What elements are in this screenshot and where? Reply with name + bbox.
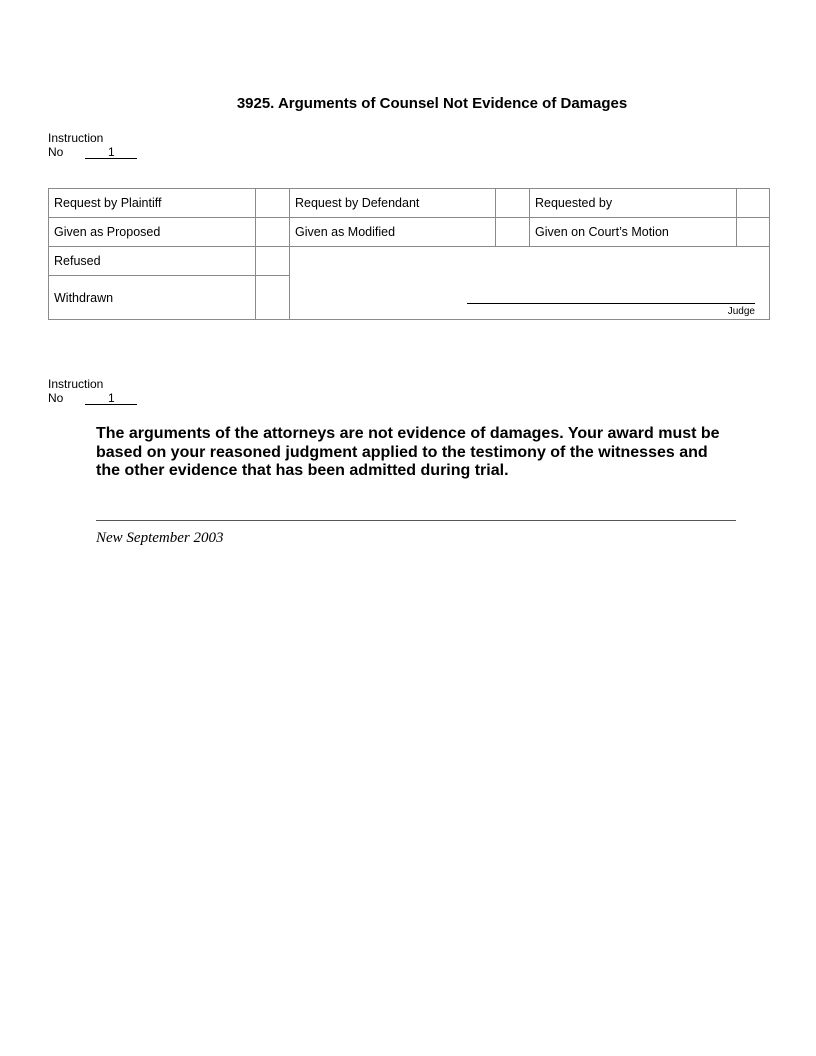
judge-label: Judge bbox=[727, 306, 755, 317]
revision-note: New September 2003 bbox=[96, 530, 224, 546]
instruction-no-value: 1 bbox=[85, 146, 137, 159]
instruction-no-value: 1 bbox=[85, 392, 137, 405]
page-title: 3925. Arguments of Counsel Not Evidence of Damages bbox=[236, 95, 628, 112]
given-as-proposed-label: Given as Proposed bbox=[49, 218, 256, 247]
request-by-defendant-label: Request by Defendant bbox=[290, 189, 496, 218]
no-label: No bbox=[48, 391, 64, 405]
instruction-number-bottom bbox=[48, 377, 137, 405]
instruction-label: Instruction bbox=[48, 131, 104, 145]
given-as-proposed-box[interactable] bbox=[256, 218, 290, 247]
refused-label: Refused bbox=[49, 247, 256, 276]
given-on-courts-motion-label: Given on Court’s Motion bbox=[530, 218, 737, 247]
given-on-courts-motion-box[interactable] bbox=[737, 218, 770, 247]
withdrawn-label: Withdrawn bbox=[49, 276, 256, 320]
request-by-plaintiff-label: Request by Plaintiff bbox=[49, 189, 256, 218]
refused-box[interactable] bbox=[256, 247, 290, 276]
judge-signature-area bbox=[290, 247, 770, 320]
given-as-modified-label: Given as Modified bbox=[290, 218, 496, 247]
instruction-number-top bbox=[48, 131, 137, 159]
judge-signature-line[interactable] bbox=[467, 303, 755, 304]
given-as-modified-box[interactable] bbox=[496, 218, 530, 247]
divider bbox=[96, 520, 736, 521]
no-label: No bbox=[48, 145, 64, 159]
request-by-defendant-box[interactable] bbox=[496, 189, 530, 218]
requested-by-box[interactable] bbox=[737, 189, 770, 218]
request-table bbox=[48, 188, 770, 320]
requested-by-label: Requested by bbox=[530, 189, 737, 218]
withdrawn-box[interactable] bbox=[256, 276, 290, 320]
instruction-body-text: The arguments of the attorneys are not evidence of damages. Your award must be based on your reasoned judgment applied to the testimony of the witnesses and the other evidence that has been admitted during trial. bbox=[96, 425, 720, 479]
instruction-label: Instruction bbox=[48, 377, 104, 391]
request-by-plaintiff-box[interactable] bbox=[256, 189, 290, 218]
